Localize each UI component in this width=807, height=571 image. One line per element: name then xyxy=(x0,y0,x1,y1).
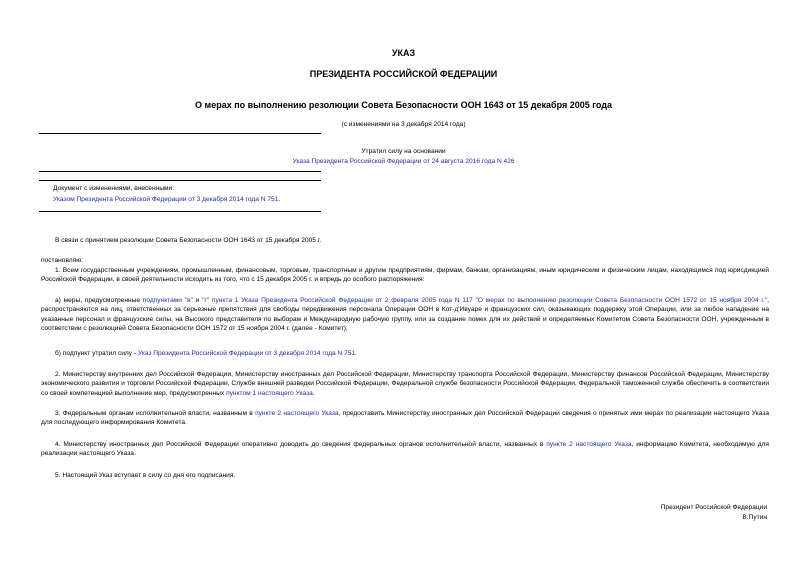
text: 2. Министерству внутренних дел Российской Федерации, Министерству иностранных дел Российской Федерации, Министерству транспорта Российской Федерации, Министерству финансов Российской Федерации, Министерству экономического развития и торговли Российской Федерации, Службе внешней разведки Российской Федерации, Федеральной службе безопасности Российской Федерации, Федеральной таможенной службе обеспечить в соответствии со своей компетенцией выполнение мер, предусмотренных xyxy=(41,371,769,397)
text: а) меры, предусмотренные xyxy=(55,297,143,304)
decree-word: постановляю: xyxy=(41,257,84,264)
amendment-note: (с изменениями на 3 декабря 2014 года) xyxy=(341,121,466,128)
paragraph-5: 5. Настоящий Указ вступает в силу со дня его подписания. xyxy=(55,472,236,479)
text: , предоставить Министерству иностранных дел Российской Федерации сведения о принятых ими мерах по реализации настоящего Указа для последующего информирования Комитета. xyxy=(41,410,769,427)
text: и xyxy=(192,297,203,304)
text: б) подпункт утратил силу - xyxy=(55,350,138,357)
text: , распространяются на лиц, ответственных за серьезные препятствия для свободы передвижения персонала Операции ООН в Кот-д'Ивуаре и французских сил, оказывающих поддержку этой Операции, или за любое нападение на указанные персонал и французские силы, на Высокого представителя по выборам и Международную рабочую группу, или за создание помех для их действий и определяемых Комитетом Совета Безопасности ООН, учрежденным в соответствии с резолюцией Совета Безопасности ООН 1572 от 15 ноября 2004 г. (далее - Комитет); xyxy=(41,297,769,332)
link-decree-117[interactable]: "г" пункта 1 Указа Президента Российской Федерации от 2 февраля 2005 года N 117 "О мерах по выполнению резолюции Совета Безопасности ООН 1572 от 15 ноября 2004 г." xyxy=(202,297,768,304)
divider xyxy=(39,211,321,212)
signature-title: Президент Российской Федерации xyxy=(660,504,767,511)
signature-name: В.Путин xyxy=(742,514,767,521)
text: . xyxy=(312,389,315,397)
divider xyxy=(39,133,321,134)
divider xyxy=(39,180,321,181)
amended-doc-line xyxy=(53,195,280,204)
paragraph-3 xyxy=(41,409,769,428)
link-decree-751[interactable]: Указ Президента Российской Федерации от 3 декабря 2014 года N 751 xyxy=(137,350,356,357)
text: . xyxy=(355,350,358,357)
divider xyxy=(39,171,321,172)
text: , информацию Комитета, необходимую для реализации настоящего Указа. xyxy=(41,441,770,458)
link-point-2[interactable]: пункте 2 настоящего Указа xyxy=(546,441,632,448)
lost-force-label: Утратил силу на основании xyxy=(361,148,446,155)
link-point-1[interactable]: пунктом 1 настоящего Указа xyxy=(226,389,313,397)
intro-paragraph: В связи с принятием резолюции Совета Безопасности ООН 1643 от 15 декабря 2005 г. xyxy=(55,237,322,244)
amended-doc-link[interactable]: Указом Президента Российской Федерации от 3 декабря 2014 года N 751 xyxy=(53,196,279,203)
text: 4. Министерству иностранных дел Российской Федерации оперативно доводить до сведения федеральных органов исполнительной власти, названных в xyxy=(55,441,547,448)
amended-doc-label: Документ с изменениями, внесенными: xyxy=(53,185,175,192)
period: . xyxy=(278,196,281,203)
text: 3. Федеральным органам исполнительной власти, названным в xyxy=(55,410,256,417)
paragraph-1: 1. Всем государственным учреждениям, промышленным, финансовым, торговым, транспортным и другим предприятиям, фирмам, банкам, организациям, иным юридическим и физическим лицам, находящимся под юрисдикцией Российской Федерации, в своей деятельности исходить из того, что с 15 декабря 2005 г. и впредь до особого распоряжения: xyxy=(41,267,769,284)
link-subparagraphs[interactable]: подпунктами "в" xyxy=(142,297,193,304)
paragraph-1a xyxy=(41,296,769,333)
paragraph-1b xyxy=(41,349,769,358)
paragraph-2 xyxy=(41,370,769,398)
paragraph-4 xyxy=(41,440,769,459)
president-heading: ПРЕЗИДЕНТА РОССИЙСКОЙ ФЕДЕРАЦИИ xyxy=(309,69,498,79)
lost-force-link[interactable]: Указа Президента Российской Федерации от 24 августа 2016 года N 426 xyxy=(292,158,515,165)
link-point-2[interactable]: пункте 2 настоящего Указа xyxy=(255,410,339,417)
decree-heading: УКАЗ xyxy=(391,48,416,58)
document-title: О мерах по выполнению резолюции Совета Безопасности ООН 1643 от 15 декабря 2005 года xyxy=(195,100,612,110)
